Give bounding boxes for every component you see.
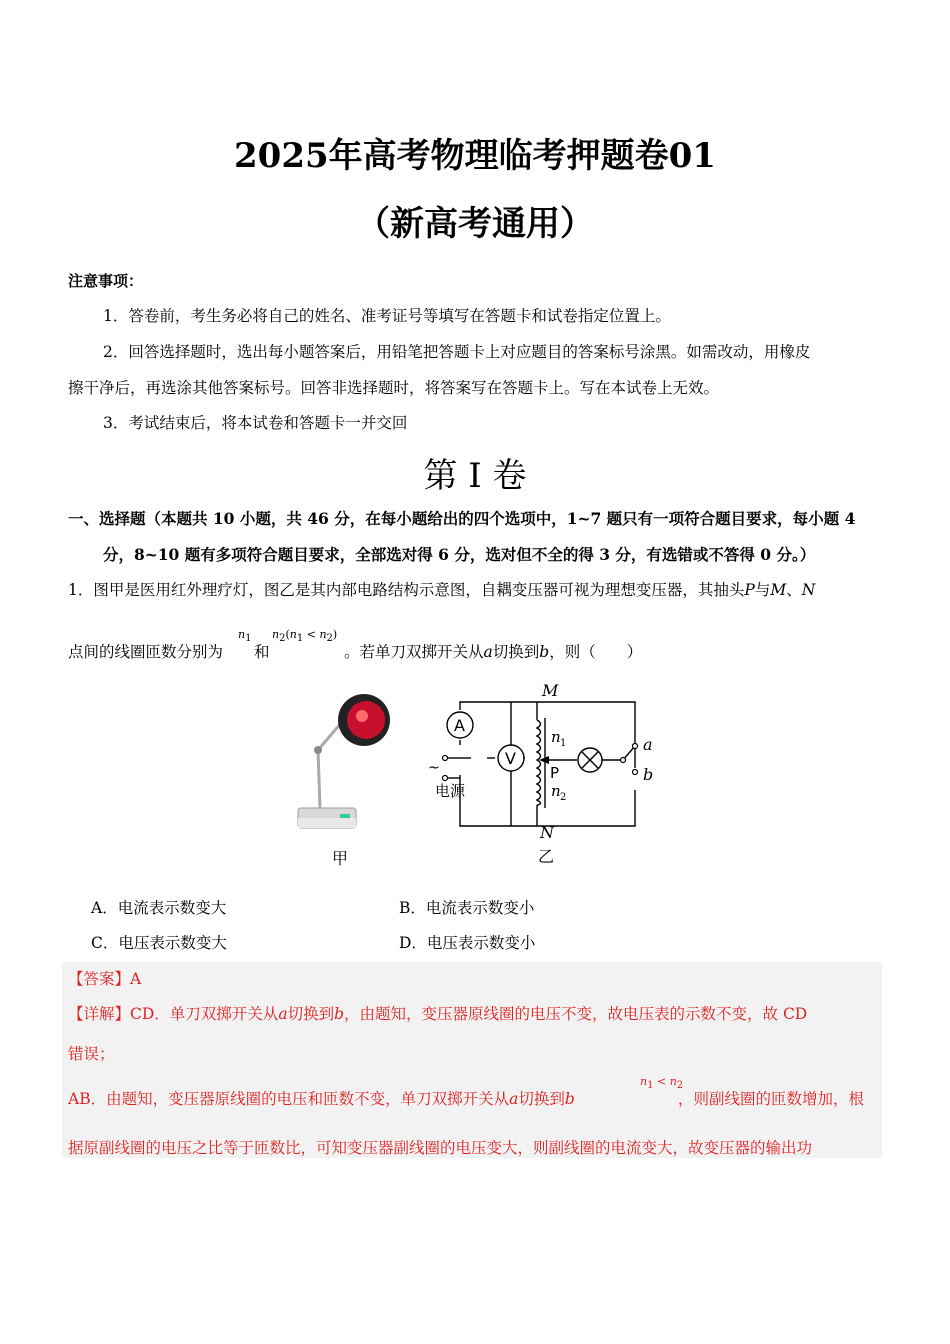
label-source: 电源 [435, 782, 466, 800]
lamp-illustration [290, 690, 400, 840]
label-b: b [643, 765, 654, 784]
transformer-coil [537, 720, 541, 805]
label-n2: n [551, 782, 561, 800]
notice-item-2: 2．回答选择题时，选出每小题答案后，用铅笔把答题卡上对应题目的答案标号涂黑。如需改动，用橡皮 [103, 343, 811, 361]
circuit-diagram [425, 680, 665, 870]
source-terminal-bottom [443, 776, 448, 781]
label-a: a [643, 735, 653, 754]
lamp-lower-arm [318, 750, 320, 808]
option-d: D．电压表示数变小 [399, 934, 536, 952]
lamp-joint [314, 746, 322, 754]
lamp-base-front [298, 818, 356, 828]
page-subtitle: （新高考通用） [356, 204, 594, 244]
page-title: 2025年高考物理临考押题卷01 [234, 136, 716, 176]
answer-detail-line4: 据原副线圈的电压之比等于匝数比，可知变压器副线圈的电压变大，则副线圈的电流变大，故变压器的输出功 [68, 1139, 813, 1157]
volume-heading: 第 I 卷 [423, 456, 527, 496]
option-c: C．电压表示数变大 [91, 934, 227, 952]
notice-item-1: 1．答卷前，考生务必将自己的姓名、准考证号等填写在答题卡和试卷指定位置上。 [103, 307, 671, 325]
section-heading-line2: 分，8~10 题有多项符合题目要求，全部选对得 6 分，选对但不全的得 3 分，有选错或不答得 0 分。） [103, 545, 816, 564]
notice-item-3: 3．考试结束后，将本试卷和答题卡一并交回 [103, 414, 408, 432]
figure-label-jia: 甲 [332, 849, 349, 868]
label-n1: n [551, 728, 561, 746]
question-1-line2: 点间的线圈匝数分别为 [68, 643, 224, 661]
question-1-line1: 1．图甲是医用红外理疗灯，图乙是其内部电路结构示意图，自耦变压器可视为理想变压器，其抽头P与M、N [68, 581, 816, 599]
wire-bottom [460, 790, 635, 826]
answer-panel [62, 962, 882, 1158]
answer-detail-line2: 错误； [68, 1045, 115, 1063]
lamp-base-light [340, 814, 350, 818]
label-tilde: ~ [428, 760, 440, 776]
answer-formula: n1 < n2 [640, 1075, 684, 1091]
option-a: A．电流表示数变大 [91, 899, 227, 917]
notice-heading: 注意事项： [68, 272, 144, 290]
lamp-upper-arm [318, 722, 342, 750]
label-A: A [454, 716, 465, 735]
label-N: N [540, 823, 554, 842]
answer-detail-line3-rest: ，则副线圈的匝数增加，根 [678, 1090, 865, 1108]
section-heading-line1: 一、选择题（本题共 10 小题，共 46 分，在每小题给出的四个选项中，1~7 题只有一项符合题目要求，每小题 4 [68, 509, 856, 528]
label-M: M [542, 681, 559, 700]
figure-label-yi: 乙 [538, 847, 555, 866]
answer-detail-line3: AB．由题知，变压器原线圈的电压和匝数不变，单刀双掷开关从a切换到b [68, 1090, 575, 1108]
switch-terminal-a [633, 744, 638, 749]
answer-detail-line1: 【详解】CD．单刀双掷开关从a切换到b，由题知，变压器原线圈的电压不变，故电压表的示数不变，故 CD [68, 1005, 808, 1023]
answer-label: 【答案】A [68, 970, 142, 988]
label-n2-sub: 2 [560, 792, 567, 803]
formula-n1: n1 [238, 628, 252, 644]
label-V: V [505, 749, 516, 768]
source-terminal-top [443, 756, 448, 761]
lamp-bulb-highlight [356, 710, 368, 722]
label-P: P [550, 764, 560, 782]
switch-pivot [621, 758, 626, 763]
word-and: 和 [254, 643, 270, 661]
notice-item-2-cont: 擦干净后，再选涂其他答案标号。回答非选择题时，将答案写在答题卡上。写在本试卷上无效。 [68, 379, 720, 397]
question-1-line2-rest: 。若单刀双掷开关从a切换到b，则（ ） [344, 643, 643, 661]
formula-n2-ineq: n2(n1 < n2) [272, 628, 338, 644]
option-b: B．电流表示数变小 [399, 899, 535, 917]
label-n1-sub: 1 [560, 738, 567, 749]
switch-terminal-b [633, 770, 638, 775]
